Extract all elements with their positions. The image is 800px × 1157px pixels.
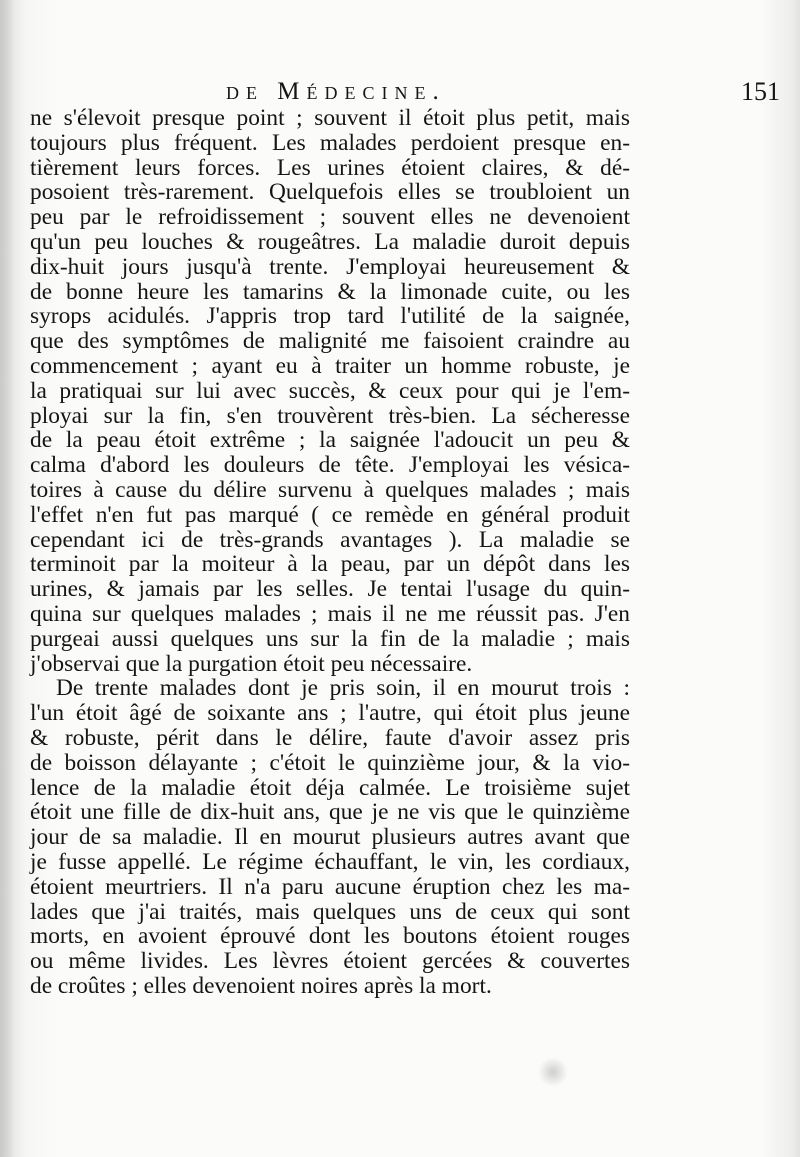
text-line: cependant ici de très-grands avantages ). La maladie se bbox=[30, 526, 630, 553]
text-line-paragraph-end: j'observai que la purgation étoit peu nécessaire. bbox=[30, 650, 473, 677]
text-line: de boisson délayante ; c'étoit le quinzième jour, & la vio- bbox=[30, 749, 630, 776]
text-line: la pratiquai sur lui avec succès, & ceux pour qui je l'em- bbox=[30, 377, 630, 404]
page-gutter-shadow bbox=[0, 0, 14, 1157]
text-line: peu par le refroidissement ; souvent elles ne devenoient bbox=[30, 204, 630, 231]
text-line: posoient très-rarement. Quelquefois elles se troubloient un bbox=[30, 179, 630, 206]
text-line: dix-huit jours jusqu'à trente. J'employai heureusement & bbox=[30, 253, 630, 280]
text-line: lades que j'ai traités, mais quelques uns de ceux qui sont bbox=[30, 898, 630, 925]
text-line: ne s'élevoit presque point ; souvent il étoit plus petit, mais bbox=[30, 105, 630, 131]
text-line: quina sur quelques malades ; mais il ne me réussit pas. J'en bbox=[30, 600, 630, 627]
text-line: étoit une fille de dix-huit ans, que je ne vis que le quinzième bbox=[30, 799, 630, 826]
text-line: que des symptômes de malignité me faisoient craindre au bbox=[30, 328, 630, 355]
text-line: ployai sur la fin, s'en trouvèrent très-bien. La sécheresse bbox=[30, 402, 630, 429]
text-line: & robuste, périt dans le délire, faute d'avoir assez pris bbox=[30, 724, 630, 751]
text-line: lence de la maladie étoit déja calmée. Le troisième sujet bbox=[30, 774, 630, 801]
text-line: tièrement leurs forces. Les urines étoient claires, & dé- bbox=[30, 154, 630, 181]
text-line: toires à cause du délire survenu à quelques malades ; mais bbox=[30, 476, 630, 503]
body-text bbox=[30, 106, 630, 999]
text-line: jour de sa maladie. Il en mourut plusieurs autres avant que bbox=[30, 824, 630, 851]
text-line: terminoit par la moiteur à la peau, par un dépôt dans les bbox=[30, 551, 630, 578]
text-line: syrops acidulés. J'appris trop tard l'utilité de la saignée, bbox=[30, 303, 630, 330]
text-line: purgeai aussi quelques uns sur la fin de la maladie ; mais bbox=[30, 625, 630, 652]
page-number: 151 bbox=[741, 77, 780, 106]
text-line: étoient meurtriers. Il n'a paru aucune éruption chez les ma- bbox=[30, 873, 630, 900]
text-line: urines, & jamais par les selles. Je tentai l'usage du quin- bbox=[30, 576, 630, 603]
text-line-paragraph-start: De trente malades dont je pris soin, il en mourut trois : bbox=[56, 675, 630, 702]
text-line-final: de croûtes ; elles devenoient noires après la mort. bbox=[30, 972, 492, 999]
text-line: calma d'abord les douleurs de tête. J'employai les vésica- bbox=[30, 452, 630, 479]
text-line: de bonne heure les tamarins & la limonade cuite, ou les bbox=[30, 278, 630, 305]
text-line: morts, en avoient éprouvé dont les boutons étoient rouges bbox=[30, 923, 630, 950]
text-line: je fusse appellé. Le régime échauffant, le vin, les cordiaux, bbox=[30, 848, 630, 875]
text-line: l'effet n'en fut pas marqué ( ce remède en général produit bbox=[30, 501, 630, 528]
text-line: commencement ; ayant eu à traiter un homme robuste, je bbox=[30, 352, 630, 379]
running-title: de Médecine. bbox=[226, 78, 446, 105]
text-line: de la peau étoit extrême ; la saignée l'adoucit un peu & bbox=[30, 427, 630, 454]
text-line: qu'un peu louches & rougeâtres. La maladie duroit depuis bbox=[30, 228, 630, 255]
ink-smudge bbox=[537, 1058, 569, 1086]
text-line: toujours plus fréquent. Les malades perdoient presque en- bbox=[30, 129, 630, 156]
text-line: l'un étoit âgé de soixante ans ; l'autre, qui étoit plus jeune bbox=[30, 700, 630, 727]
text-line: ou même livides. Les lèvres étoient gercées & couvertes bbox=[30, 948, 630, 975]
